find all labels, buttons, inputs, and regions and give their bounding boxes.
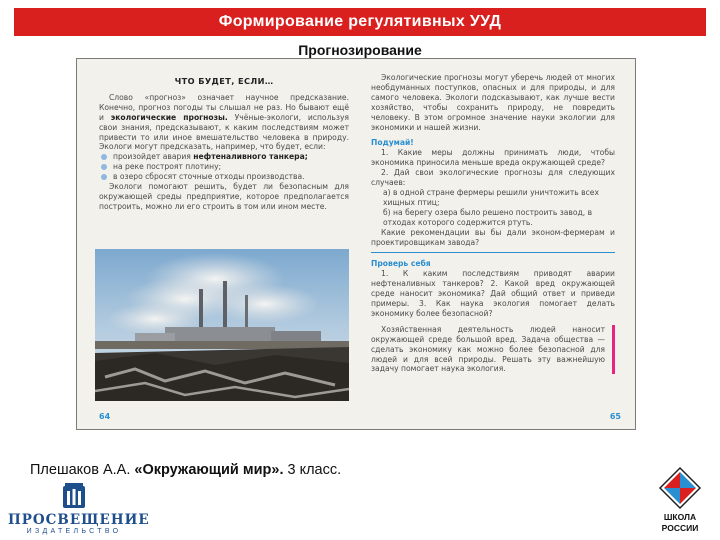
list-item-text: на реке построят плотину; [113, 162, 222, 172]
summary-block [371, 325, 615, 375]
summary-text: Хозяйственная деятельность людей наносит окружающей среде большой вред. Задача общества — сделать экономику как можно более безопасной для людей и для всей природы. Решать эту важнейшую задачу помогает наука экология. [371, 324, 605, 374]
prosveshchenie-emblem-icon [60, 482, 88, 510]
caption [30, 462, 341, 478]
page-number-left: 64 [99, 412, 111, 421]
divider [371, 252, 615, 253]
textbook-spread [76, 58, 636, 430]
slide-title: Формирование регулятивных УУД [218, 13, 502, 30]
paragraph [99, 93, 349, 152]
bullet-icon [101, 174, 107, 180]
question-text: 1. К каким последствиям приводят аварии нефтеналивных танкеров? 2. Какой вред окружающей среде наносит экономика? Дай общий ответ и приведи примеры. 3. Как наука экология помогает делать экономику более безопасной? [371, 269, 615, 318]
paragraph: Экологи помогают решить, будет ли безопасным для окружающей среды предприятие, которое предполагается построить, можно ли его строить в том или ином месте. [99, 182, 349, 211]
check-header: Проверь себя [371, 259, 431, 269]
list-item-text: произойдет авария [113, 152, 194, 162]
shkola-rossii-emblem-icon [654, 466, 706, 510]
paragraph: Экологические прогнозы могут уберечь людей от многих необдуманных поступков, опасных и для природы, и для самого человека. Экологи подсказывают, как лучше вести хозяйство, чтобы сохранить природу, не повредить человеку. В этом огромное значение науки экологии для экономики и нашей жизни. [371, 73, 615, 132]
paragraph-text: Учёные-экологи, используя свои знания, предсказывают, к каким последствиям может привести то или иное вмешательство человека в природу. Экологи могут предсказать, например, что будет, если: [99, 112, 350, 152]
textbook-left-page [99, 73, 349, 212]
summary-marker [612, 325, 615, 375]
industrial-smoke-photo [95, 249, 349, 401]
question-text: Какие рекомендации вы бы дали эконом-фермерам и проектировщикам завода? [371, 227, 615, 247]
caption-book: «Окружающий мир». [134, 462, 284, 478]
question-option: б) на берегу озера было решено построить завод, в отходах которого содержится ртуть. [383, 207, 593, 227]
textbook-right-page [371, 73, 615, 374]
caption-grade: 3 класс. [283, 462, 342, 478]
slide-title-bar [14, 8, 706, 36]
question-text: 2. Дай свои экологические прогнозы для следующих случаев: [371, 168, 615, 188]
section-title: ЧТО БУДЕТ, ЕСЛИ… [174, 76, 274, 86]
question-text: 1. Какие меры должны принимать люди, чтобы экономика приносила меньше вреда окружающей среде? [371, 148, 615, 168]
list-item [99, 162, 349, 172]
shkola-rossii-logo [648, 466, 712, 538]
list-item-text: в озеро сбросят сточные отходы производства. [113, 172, 305, 182]
bold-term: экологические прогнозы. [110, 112, 228, 122]
list-item-bold: нефтеналивного танкера; [193, 152, 308, 162]
prosveshchenie-logo [8, 480, 150, 538]
page-number-right: 65 [609, 412, 621, 421]
bullet-icon [101, 154, 107, 160]
paragraph-text: Слово «прогноз» означает научное предсказание. Конечно, прогноз погоды ты слышал не раз. Но бывают ещё и [99, 92, 349, 122]
caption-author: Плешаков А.А. [30, 462, 135, 478]
question-option: а) в одной стране фермеры решили уничтожить всех хищных птиц; [383, 187, 599, 207]
logo-subtitle: ИЗДАТЕЛЬСТВО [26, 528, 122, 535]
logo-name: ПРОСВЕЩЕНИЕ [8, 512, 150, 528]
list-item [99, 172, 349, 182]
bullet-icon [101, 164, 107, 170]
slide-subtitle: Прогнозирование [298, 42, 422, 58]
list-item [99, 152, 349, 162]
logo-line1: ШКОЛА [663, 512, 697, 522]
logo-line2: РОССИИ [661, 523, 699, 533]
think-header: Подумай! [371, 138, 414, 148]
